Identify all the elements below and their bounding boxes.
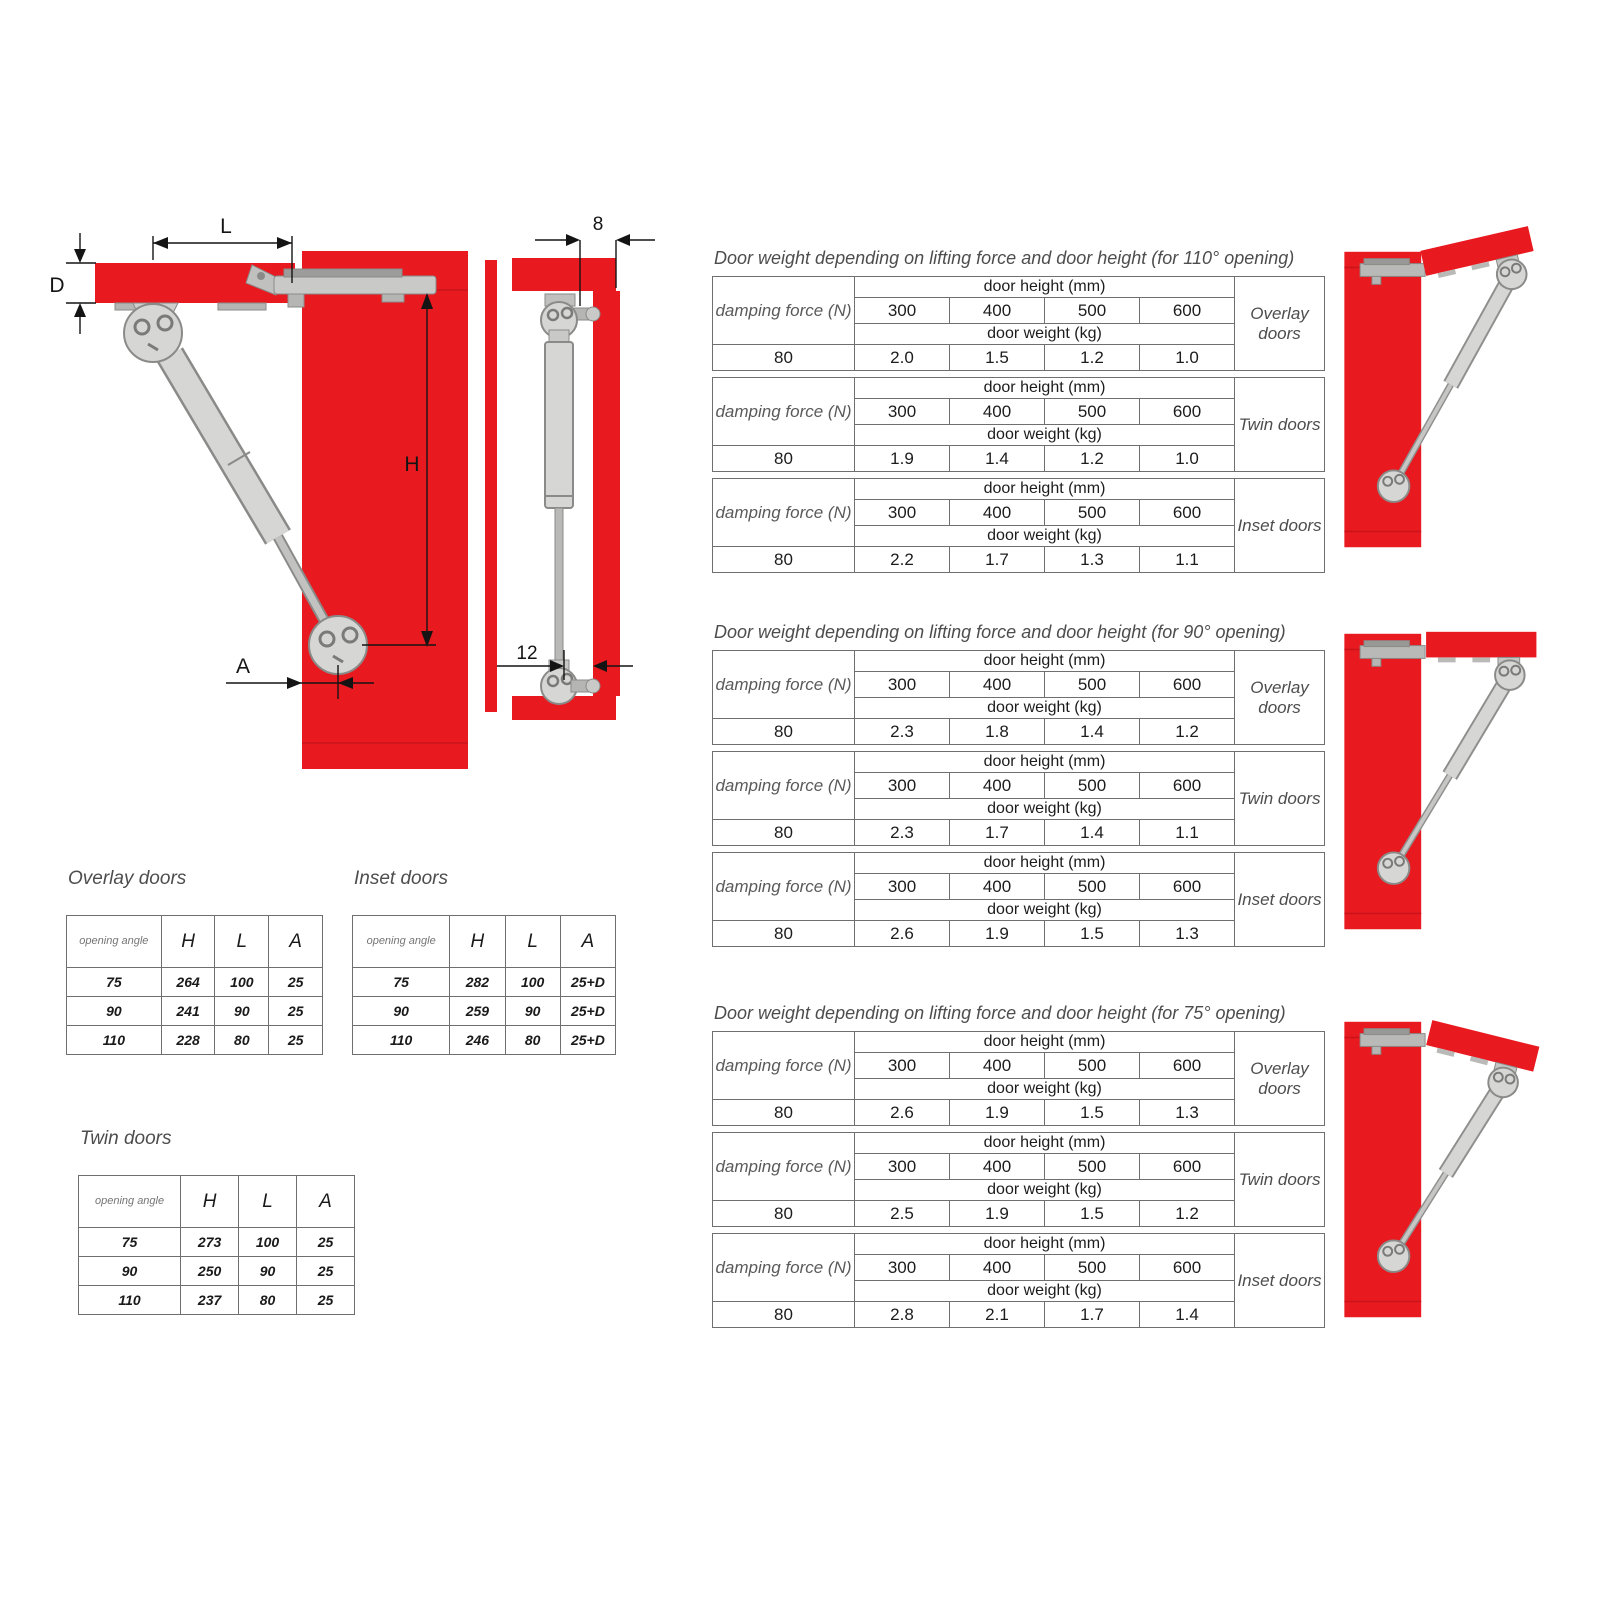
door-height-value: 500 — [1045, 399, 1140, 425]
column-header: H — [161, 916, 215, 968]
door-height-value: 600 — [1140, 1255, 1235, 1281]
column-header: H — [181, 1176, 239, 1228]
door-weight-value: 1.5 — [950, 345, 1045, 371]
door-type-label: Overlay doors — [1235, 277, 1325, 371]
cabinet-side — [1344, 1022, 1421, 1317]
table-cell: 25 — [297, 1228, 355, 1257]
table-cell: 25+D — [560, 997, 615, 1026]
door-weight-value: 1.5 — [1045, 1100, 1140, 1126]
hinge — [1360, 646, 1425, 659]
door-weight-value: 1.4 — [1045, 820, 1140, 846]
damping-force-value: 80 — [713, 1201, 855, 1227]
column-header: L — [505, 916, 560, 968]
door-weight-header: door weight (kg) — [855, 324, 1235, 345]
damping-force-value: 80 — [713, 820, 855, 846]
weight-table — [712, 478, 1325, 573]
door-type-label: Inset doors — [1235, 853, 1325, 947]
door-height-value: 400 — [950, 672, 1045, 698]
cabinet-illustration-110-opening — [1333, 238, 1533, 563]
table-cell: 25 — [297, 1286, 355, 1315]
door-weight-header: door weight (kg) — [855, 425, 1235, 446]
opening-angle-header: opening angle — [67, 916, 162, 968]
door-height-value: 600 — [1140, 298, 1235, 324]
damping-force-value: 80 — [713, 345, 855, 371]
door-height-value: 300 — [855, 672, 950, 698]
table-cell: 25 — [269, 1026, 323, 1055]
group-heading: Door weight depending on lifting force and door height (for 90° opening) — [714, 622, 1286, 642]
door-type-label: Twin doors — [1235, 378, 1325, 472]
table-cell: 273 — [181, 1228, 239, 1257]
door-weight-header: door weight (kg) — [855, 900, 1235, 921]
door-height-value: 300 — [855, 1255, 950, 1281]
door-weight-value: 2.6 — [855, 1100, 950, 1126]
weight-table — [712, 1132, 1325, 1227]
door-weight-value: 1.1 — [1140, 547, 1235, 573]
damping-force-header: damping force (N) — [713, 479, 855, 547]
door-height-value: 400 — [950, 773, 1045, 799]
spring-bottom-mount — [1378, 852, 1410, 884]
door-type-label: Inset doors — [1235, 1234, 1325, 1328]
weight-table — [712, 852, 1325, 947]
door-height-value: 400 — [950, 1053, 1045, 1079]
door-height-header: door height (mm) — [855, 853, 1235, 874]
door-type-label: Inset doors — [1235, 479, 1325, 573]
door-height-header: door height (mm) — [855, 277, 1235, 298]
door-weight-value: 1.9 — [950, 921, 1045, 947]
weight-table — [712, 1031, 1325, 1126]
table-cell: 75 — [67, 968, 162, 997]
door-height-header: door height (mm) — [855, 479, 1235, 500]
table-cell: 259 — [450, 997, 505, 1026]
door-height-value: 600 — [1140, 773, 1235, 799]
table-cell: 100 — [215, 968, 269, 997]
table-cell: 110 — [67, 1026, 162, 1055]
door-weight-value: 1.4 — [1140, 1302, 1235, 1328]
table-cell: 90 — [215, 997, 269, 1026]
door-panel — [1426, 632, 1536, 690]
table-cell: 25 — [269, 968, 323, 997]
damping-force-value: 80 — [713, 547, 855, 573]
table-cell: 250 — [181, 1257, 239, 1286]
door-weight-value: 2.3 — [855, 820, 950, 846]
door-height-value: 500 — [1045, 874, 1140, 900]
door-height-value: 400 — [950, 298, 1045, 324]
door-height-header: door height (mm) — [855, 651, 1235, 672]
door-height-value: 600 — [1140, 874, 1235, 900]
damping-force-header: damping force (N) — [713, 277, 855, 345]
damping-force-header: damping force (N) — [713, 752, 855, 820]
door-height-value: 500 — [1045, 1154, 1140, 1180]
column-header: H — [450, 916, 505, 968]
table-cell: 25+D — [560, 1026, 615, 1055]
door-height-header: door height (mm) — [855, 1032, 1235, 1053]
table-cell: 264 — [161, 968, 215, 997]
table-cell: 80 — [505, 1026, 560, 1055]
damping-force-value: 80 — [713, 921, 855, 947]
table-cell: 25 — [269, 997, 323, 1026]
door-weight-value: 2.3 — [855, 719, 950, 745]
spring-bottom-mount — [1378, 1240, 1410, 1272]
door-height-value: 400 — [950, 1255, 1045, 1281]
door-weight-value: 1.2 — [1045, 345, 1140, 371]
table-cell: 246 — [450, 1026, 505, 1055]
door-weight-value: 1.5 — [1045, 921, 1140, 947]
group-heading: Door weight depending on lifting force and door height (for 110° opening) — [714, 248, 1295, 268]
table-cell: 110 — [353, 1026, 450, 1055]
damping-force-header: damping force (N) — [713, 378, 855, 446]
door-panel — [1418, 1020, 1539, 1103]
table-cell: 80 — [239, 1286, 297, 1315]
door-weight-value: 2.0 — [855, 345, 950, 371]
dim-label-D: D — [49, 274, 65, 297]
dim-label-12: 12 — [516, 643, 538, 664]
damping-force-header: damping force (N) — [713, 1234, 855, 1302]
door-height-value: 500 — [1045, 1255, 1140, 1281]
door-height-value: 500 — [1045, 773, 1140, 799]
door-weight-value: 2.6 — [855, 921, 950, 947]
damping-force-value: 80 — [713, 1302, 855, 1328]
damping-force-header: damping force (N) — [713, 853, 855, 921]
door-weight-header: door weight (kg) — [855, 799, 1235, 820]
door-weight-value: 1.7 — [1045, 1302, 1140, 1328]
door-height-value: 300 — [855, 399, 950, 425]
door-weight-value: 1.8 — [950, 719, 1045, 745]
door-height-value: 400 — [950, 874, 1045, 900]
door-panel — [1420, 226, 1541, 307]
weight-table-group — [712, 1003, 1326, 1334]
door-weight-value: 1.0 — [1140, 345, 1235, 371]
door-height-value: 500 — [1045, 298, 1140, 324]
weight-table — [712, 377, 1325, 472]
table-cell: 110 — [79, 1286, 181, 1315]
door-weight-value: 1.7 — [950, 547, 1045, 573]
door-height-value: 600 — [1140, 1053, 1235, 1079]
column-header: A — [269, 916, 323, 968]
dim-label-L: L — [220, 215, 232, 238]
dimension-table-title: Inset doors — [354, 868, 448, 889]
damping-force-value: 80 — [713, 1100, 855, 1126]
weight-table-group — [712, 248, 1326, 579]
door-height-value: 600 — [1140, 399, 1235, 425]
table-cell: 90 — [79, 1257, 181, 1286]
table-cell: 90 — [353, 997, 450, 1026]
door-weight-value: 1.9 — [950, 1100, 1045, 1126]
door-height-value: 600 — [1140, 500, 1235, 526]
table-cell: 228 — [161, 1026, 215, 1055]
spring-top-mount — [1495, 660, 1525, 690]
door-height-header: door height (mm) — [855, 1133, 1235, 1154]
door-weight-value: 2.1 — [950, 1302, 1045, 1328]
door-weight-value: 2.8 — [855, 1302, 950, 1328]
cabinet-side — [1344, 252, 1421, 547]
table-cell: 90 — [67, 997, 162, 1026]
table-cell: 80 — [215, 1026, 269, 1055]
hinge — [1360, 264, 1425, 277]
door-height-value: 400 — [950, 1154, 1045, 1180]
damping-force-header: damping force (N) — [713, 651, 855, 719]
door-height-value: 400 — [950, 500, 1045, 526]
dim-label-H: H — [404, 453, 420, 476]
door-type-label: Overlay doors — [1235, 651, 1325, 745]
column-header: L — [239, 1176, 297, 1228]
table-cell: 75 — [79, 1228, 181, 1257]
door-type-label: Twin doors — [1235, 1133, 1325, 1227]
table-cell: 25+D — [560, 968, 615, 997]
column-header: A — [297, 1176, 355, 1228]
weight-table — [712, 276, 1325, 371]
door-weight-value: 1.4 — [1045, 719, 1140, 745]
door-weight-value: 1.1 — [1140, 820, 1235, 846]
door-height-value: 600 — [1140, 1154, 1235, 1180]
dimension-table-title: Overlay doors — [68, 868, 187, 889]
door-height-value: 300 — [855, 1053, 950, 1079]
weight-table — [712, 1233, 1325, 1328]
table-cell: 25 — [297, 1257, 355, 1286]
table-cell: 100 — [239, 1228, 297, 1257]
weight-table — [712, 751, 1325, 846]
door-weight-value: 1.9 — [950, 1201, 1045, 1227]
door-height-header: door height (mm) — [855, 1234, 1235, 1255]
door-weight-header: door weight (kg) — [855, 698, 1235, 719]
door-height-header: door height (mm) — [855, 378, 1235, 399]
door-height-value: 300 — [855, 1154, 950, 1180]
dimension-table-title: Twin doors — [80, 1128, 172, 1149]
door-height-value: 300 — [855, 500, 950, 526]
door-height-value: 300 — [855, 773, 950, 799]
opening-angle-header: opening angle — [353, 916, 450, 968]
door-height-value: 500 — [1045, 672, 1140, 698]
door-weight-value: 1.3 — [1045, 547, 1140, 573]
door-weight-value: 1.3 — [1140, 1100, 1235, 1126]
table-cell: 75 — [353, 968, 450, 997]
door-weight-value: 2.5 — [855, 1201, 950, 1227]
door-weight-value: 1.5 — [1045, 1201, 1140, 1227]
door-height-value: 400 — [950, 399, 1045, 425]
door-weight-header: door weight (kg) — [855, 1180, 1235, 1201]
door-weight-value: 1.7 — [950, 820, 1045, 846]
door-height-value: 300 — [855, 874, 950, 900]
opening-angle-header: opening angle — [79, 1176, 181, 1228]
column-header: A — [560, 916, 615, 968]
cabinet-illustration-90-opening — [1333, 620, 1533, 945]
door-weight-value: 1.4 — [950, 446, 1045, 472]
door-weight-header: door weight (kg) — [855, 1281, 1235, 1302]
weight-table-group — [712, 622, 1326, 953]
table-cell: 90 — [239, 1257, 297, 1286]
door-weight-value: 1.0 — [1140, 446, 1235, 472]
damping-force-value: 80 — [713, 719, 855, 745]
hinge — [1360, 1034, 1425, 1047]
dim-label-8: 8 — [592, 214, 604, 235]
cabinet-illustration-75-opening — [1333, 1008, 1533, 1333]
spring-bottom-mount — [1378, 470, 1410, 502]
door-height-value: 500 — [1045, 500, 1140, 526]
door-weight-value: 1.9 — [855, 446, 950, 472]
damping-force-header: damping force (N) — [713, 1032, 855, 1100]
table-cell: 237 — [181, 1286, 239, 1315]
door-weight-value: 1.2 — [1045, 446, 1140, 472]
door-weight-value: 1.2 — [1140, 719, 1235, 745]
weight-table — [712, 650, 1325, 745]
damping-force-header: damping force (N) — [713, 1133, 855, 1201]
door-weight-value: 1.2 — [1140, 1201, 1235, 1227]
door-height-value: 300 — [855, 298, 950, 324]
column-header: L — [215, 916, 269, 968]
door-weight-value: 2.2 — [855, 547, 950, 573]
group-heading: Door weight depending on lifting force and door height (for 75° opening) — [714, 1003, 1286, 1023]
door-type-label: Twin doors — [1235, 752, 1325, 846]
table-cell: 90 — [505, 997, 560, 1026]
door-type-label: Overlay doors — [1235, 1032, 1325, 1126]
dim-label-A: A — [235, 655, 251, 678]
door-weight-value: 1.3 — [1140, 921, 1235, 947]
door-height-header: door height (mm) — [855, 752, 1235, 773]
door-height-value: 600 — [1140, 672, 1235, 698]
damping-force-value: 80 — [713, 446, 855, 472]
table-cell: 241 — [161, 997, 215, 1026]
table-cell: 282 — [450, 968, 505, 997]
door-weight-header: door weight (kg) — [855, 526, 1235, 547]
cabinet-side — [1344, 634, 1421, 929]
door-weight-header: door weight (kg) — [855, 1079, 1235, 1100]
table-cell: 100 — [505, 968, 560, 997]
door-height-value: 500 — [1045, 1053, 1140, 1079]
